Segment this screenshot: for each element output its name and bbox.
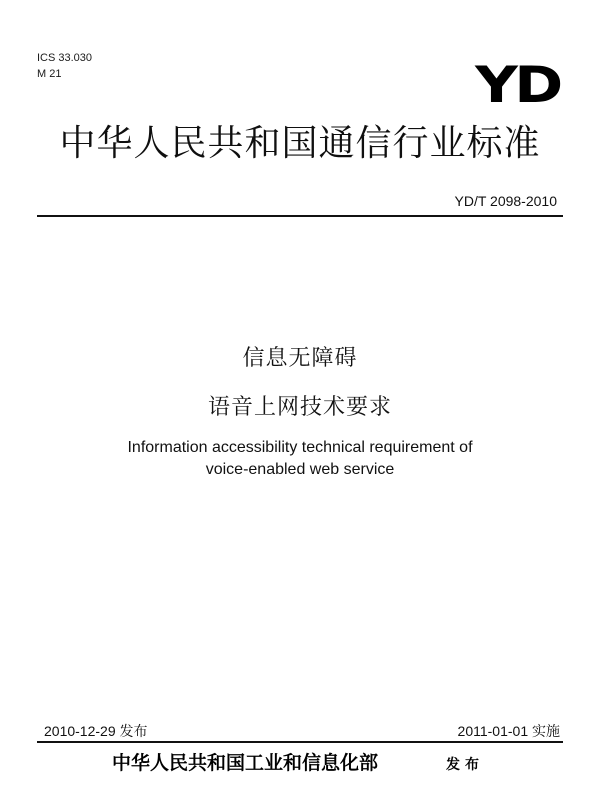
yd-logo: YD	[475, 56, 560, 114]
issue-date: 2010-12-29 发布	[44, 723, 148, 739]
implementation-date: 2011-01-01 实施	[457, 723, 560, 739]
standard-number: YD/T 2098-2010	[454, 193, 557, 209]
publish-label: 发布	[446, 757, 484, 773]
ics-code: ICS 33.030	[37, 52, 93, 64]
chinese-title-line-2: 语音上网技术要求	[207, 395, 392, 420]
footer-divider	[37, 741, 563, 743]
english-title-line-1: Information accessibility technical requirement of	[127, 439, 473, 456]
ccs-code: M 21	[37, 68, 62, 80]
english-title-line-2: voice-enabled web service	[205, 461, 395, 478]
chinese-title-line-1: 信息无障碍	[242, 346, 358, 371]
standard-category-title: 中华人民共和国通信行业标准	[59, 123, 541, 164]
header-divider	[37, 215, 563, 217]
issuing-authority: 中华人民共和国工业和信息化部	[112, 752, 379, 774]
